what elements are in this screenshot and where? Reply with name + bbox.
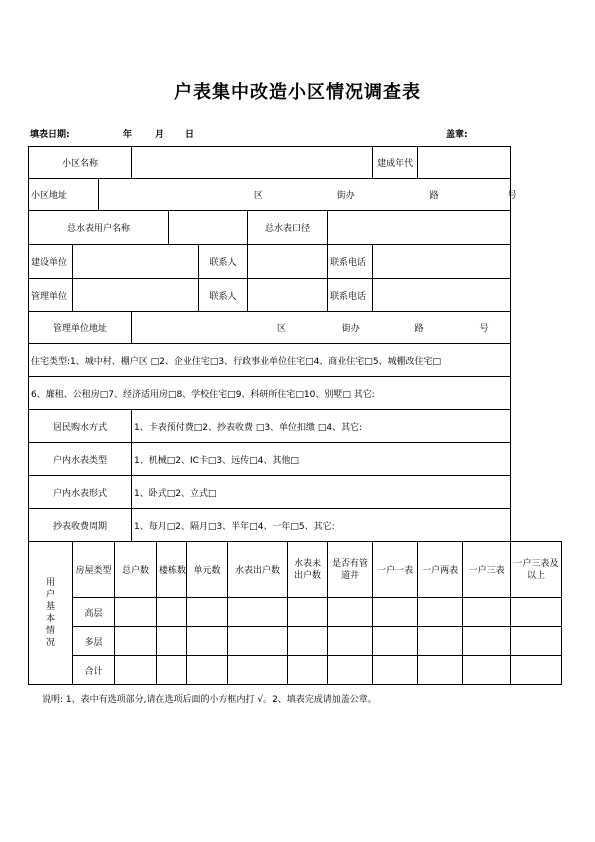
community-name-field[interactable] (132, 147, 373, 179)
grid-header-meters-not-out: 水表未出户数 (288, 542, 328, 598)
seal-label: 盖章: (446, 130, 468, 140)
grid-header-three-plus-meters: 一户三表及以上 (511, 542, 562, 598)
month-label: 月 (155, 130, 165, 140)
grid-cell[interactable] (328, 598, 373, 627)
grid-header-house-type: 房屋类型 (73, 542, 115, 598)
address-label: 小区地址 (29, 179, 99, 211)
construction-phone-field[interactable] (373, 245, 511, 279)
meter-account-label: 总水表用户名称 (29, 211, 169, 245)
management-unit-field[interactable] (73, 279, 199, 312)
grid-cell[interactable] (463, 598, 511, 627)
subdistrict-label: 街办 (336, 191, 355, 201)
built-year-label: 建成年代 (373, 147, 418, 179)
meter-type-options[interactable]: 1、机械□2、IC卡□3、远传□4、其他□ (132, 443, 511, 476)
grid-row-multi-story: 多层 (73, 627, 115, 656)
meter-form-options[interactable]: 1、卧式□2、立式□ (132, 476, 511, 509)
community-name-label: 小区名称 (29, 147, 132, 179)
grid-cell[interactable] (157, 598, 187, 627)
grid-cell[interactable] (157, 656, 187, 685)
meter-account-field[interactable] (169, 211, 248, 245)
grid-cell[interactable] (328, 656, 373, 685)
built-year-field[interactable] (418, 147, 511, 179)
meter-type-label: 户内水表类型 (29, 443, 132, 476)
meter-form-label: 户内水表形式 (29, 476, 132, 509)
address-field[interactable] (99, 179, 517, 211)
road-label: 路 (429, 191, 439, 201)
grid-header-one-meter: 一户一表 (373, 542, 418, 598)
water-purchase-label: 居民购水方式 (29, 410, 132, 443)
reading-cycle-options[interactable]: 1、每月□2、隔月□3、半年□4、一年□5、其它: (132, 509, 511, 542)
grid-cell[interactable] (228, 627, 288, 656)
day-label: 日 (185, 130, 195, 140)
grid-cell[interactable] (373, 656, 418, 685)
management-unit-label: 管理单位 (29, 279, 73, 312)
grid-cell[interactable] (187, 656, 228, 685)
fill-date-label: 填表日期: (30, 130, 70, 140)
grid-cell[interactable] (288, 627, 328, 656)
housing-type-options-2[interactable]: 6、廉租、公租房□7、经济适用房□8、学校住宅□9、科研所住宅□10、别墅□ 其它: (29, 377, 511, 410)
reading-cycle-label: 抄表收费周期 (29, 509, 132, 542)
construction-unit-label: 建设单位 (29, 245, 73, 279)
construction-phone-label: 联系电话 (328, 245, 373, 279)
grid-cell[interactable] (115, 656, 157, 685)
grid-header-meters-out: 水表出户数 (228, 542, 288, 598)
grid-cell[interactable] (328, 627, 373, 656)
grid-cell[interactable] (373, 627, 418, 656)
management-phone-field[interactable] (373, 279, 511, 312)
management-phone-label: 联系电话 (328, 279, 373, 312)
grid-row-total: 合计 (73, 656, 115, 685)
district-label: 区 (253, 191, 263, 201)
year-label: 年 (123, 130, 133, 140)
construction-contact-label: 联系人 (199, 245, 248, 279)
grid-cell[interactable] (418, 656, 463, 685)
grid-header-buildings: 楼栋数 (157, 542, 187, 598)
meter-caliber-field[interactable] (328, 211, 511, 245)
grid-cell[interactable] (288, 598, 328, 627)
grid-cell[interactable] (187, 598, 228, 627)
basic-info-label: 用 户 基 本 情 况 (29, 542, 73, 685)
grid-cell[interactable] (228, 598, 288, 627)
mgmt-road-label: 路 (414, 324, 424, 334)
grid-cell[interactable] (187, 627, 228, 656)
grid-cell[interactable] (157, 627, 187, 656)
grid-cell[interactable] (288, 656, 328, 685)
grid-header-three-meters: 一户三表 (463, 542, 511, 598)
grid-cell[interactable] (115, 627, 157, 656)
grid-header-total-households: 总户数 (115, 542, 157, 598)
grid-cell[interactable] (511, 598, 562, 627)
construction-contact-field[interactable] (248, 245, 328, 279)
page-title: 户表集中改造小区情况调查表 (174, 82, 421, 103)
grid-cell[interactable] (228, 656, 288, 685)
grid-cell[interactable] (115, 598, 157, 627)
construction-unit-field[interactable] (73, 245, 199, 279)
survey-form (28, 146, 562, 685)
grid-cell[interactable] (373, 598, 418, 627)
grid-cell[interactable] (463, 627, 511, 656)
management-contact-field[interactable] (248, 279, 328, 312)
housing-type-options-1[interactable]: 住宅类型:1、城中村、棚户区 □2、企业住宅□3、行政事业单位住宅□4、商业住宅□5、城棚改住宅□ (29, 344, 511, 377)
grid-cell[interactable] (418, 598, 463, 627)
management-address-field[interactable] (132, 312, 511, 344)
grid-header-units: 单元数 (187, 542, 228, 598)
mgmt-district-label: 区 (276, 324, 286, 334)
mgmt-number-label: 号 (479, 324, 489, 334)
grid-row-high-rise: 高层 (73, 598, 115, 627)
grid-header-pipe-well: 是否有管道井 (328, 542, 373, 598)
grid-header-two-meters: 一户两表 (418, 542, 463, 598)
meter-caliber-label: 总水表口径 (248, 211, 328, 245)
grid-cell[interactable] (511, 656, 562, 685)
management-address-label: 管理单位地址 (29, 312, 132, 344)
water-purchase-options[interactable]: 1、卡表预付费□2、抄表收费 □3、单位扣缴 □4、其它: (132, 410, 511, 443)
grid-cell[interactable] (463, 656, 511, 685)
mgmt-subdistrict-label: 街办 (341, 324, 360, 334)
footnote: 说明: 1、表中有选项部分,请在选项后面的小方框内打 √。2、填表完成请加盖公章。 (42, 695, 377, 705)
number-label: 号 (507, 191, 517, 201)
grid-cell[interactable] (418, 627, 463, 656)
grid-cell[interactable] (511, 627, 562, 656)
management-contact-label: 联系人 (199, 279, 248, 312)
